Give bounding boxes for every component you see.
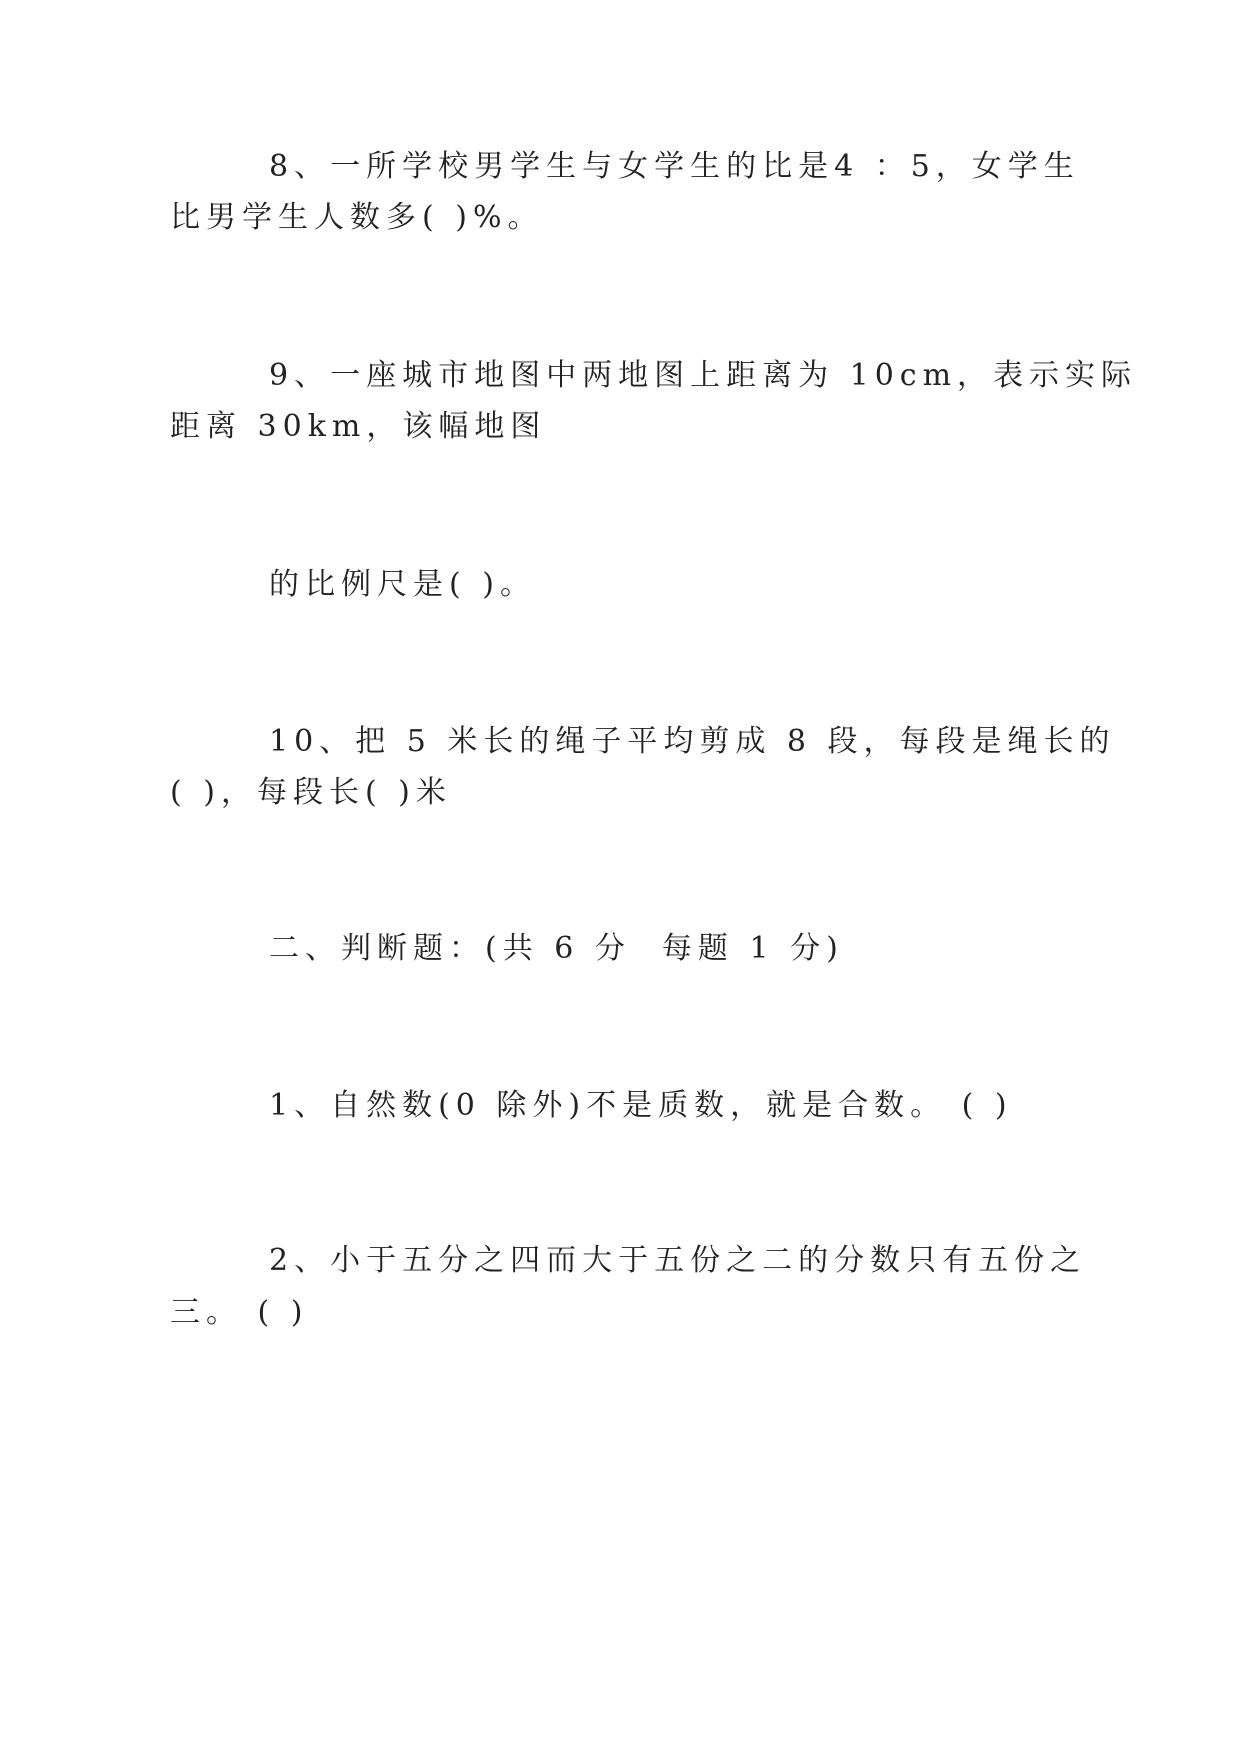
question-8-line-1: 8、一所学校男学生与女学生的比是4 ：5，女学生: [269, 149, 1080, 184]
question-8-line-2: 比男学生人数多( )%。: [170, 200, 544, 235]
question-9-line-3: 的比例尺是( )。: [269, 567, 536, 602]
question-10-line-2: ( )，每段长( )米: [170, 775, 452, 810]
judgment-item-2-line-2: 三。 ( ): [170, 1295, 309, 1330]
judgment-item-1: 1、自然数(0 除外)不是质数，就是合数。 ( ): [269, 1088, 1013, 1123]
question-10-line-1: 10、把 5 米长的绳子平均剪成 8 段，每段是绳长的: [269, 724, 1116, 759]
question-9-line-2: 距离 30km，该幅地图: [170, 409, 547, 444]
judgment-item-2-line-1: 2、小于五分之四而大于五份之二的分数只有五份之: [269, 1243, 1087, 1278]
question-9-line-1: 9、一座城市地图中两地图上距离为 10cm，表示实际: [269, 358, 1138, 393]
section-2-heading: 二、判断题：(共 6 分 每题 1 分): [269, 931, 844, 966]
